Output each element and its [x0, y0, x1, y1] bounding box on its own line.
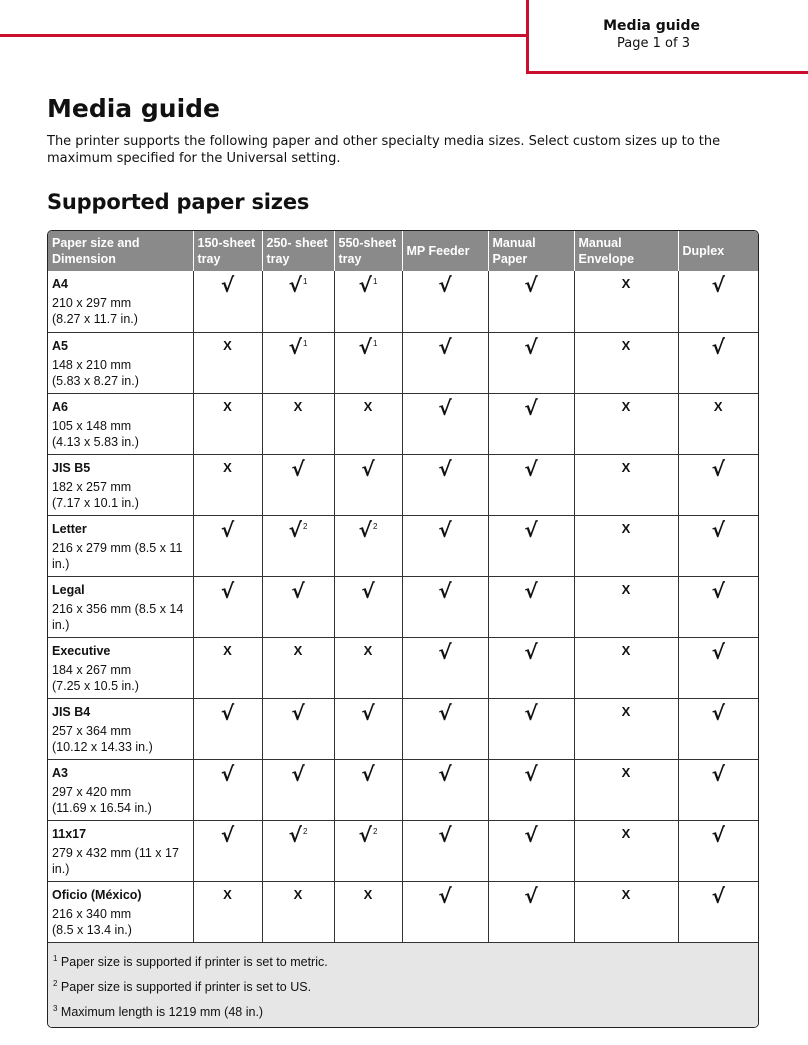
- support-cell: [488, 881, 574, 942]
- support-cell: [193, 759, 262, 820]
- checkmark-icon: √: [291, 761, 305, 786]
- support-cell: [334, 271, 402, 332]
- paper-size-name: A5: [52, 338, 68, 353]
- x-mark-icon: X: [363, 642, 373, 658]
- column-header: Paper size and Dimension: [48, 231, 193, 271]
- support-cell: [574, 576, 678, 637]
- support-cell: [262, 454, 334, 515]
- support-cell: [488, 759, 574, 820]
- column-header: 150-sheet tray: [193, 231, 262, 271]
- support-cell: [402, 820, 488, 881]
- checkmark-icon: √: [524, 761, 538, 786]
- header-rule-vertical: [526, 0, 529, 74]
- checkmark-icon: √: [438, 395, 452, 420]
- support-cell: [262, 759, 334, 820]
- footnote-ref: 1: [372, 277, 378, 286]
- header-title: Media guide: [603, 18, 700, 34]
- support-cell: [574, 332, 678, 393]
- support-cell: [678, 271, 758, 332]
- checkmark-icon: √: [288, 273, 302, 297]
- support-cell: [262, 881, 334, 942]
- table-row: [48, 332, 758, 393]
- paper-size-name: 11x17: [52, 826, 87, 841]
- table-row: [48, 759, 758, 820]
- footnotes: [48, 942, 758, 1027]
- table-row: [48, 820, 758, 881]
- paper-size-cell: [48, 271, 193, 332]
- checkmark-icon: √: [220, 761, 235, 786]
- support-cell: [262, 332, 334, 393]
- checkmark-icon: √: [220, 822, 235, 847]
- support-cell: [193, 332, 262, 393]
- paper-size-name: JIS B4: [52, 704, 91, 719]
- support-cell: [262, 515, 334, 576]
- table-row: [48, 576, 758, 637]
- support-cell: [402, 271, 488, 332]
- header-rule-left: [0, 34, 529, 37]
- checkmark-icon: √: [438, 761, 452, 786]
- support-cell: [574, 820, 678, 881]
- x-mark-icon: X: [621, 825, 631, 841]
- paper-size-dimension: (7.17 x 10.1 in.): [52, 495, 139, 510]
- checkmark-icon: √: [438, 883, 452, 908]
- checkmark-icon: √: [524, 639, 538, 664]
- paper-size-dimension: 297 x 420 mm: [52, 784, 132, 799]
- footnote: [53, 973, 753, 998]
- paper-size-dimension: 210 x 297 mm: [52, 296, 132, 310]
- paper-size-dimension: 216 x 356 mm (8.5 x 14 in.): [52, 601, 184, 632]
- checkmark-icon: √: [524, 700, 538, 725]
- paper-size-dimension: 216 x 340 mm: [52, 906, 132, 921]
- column-header: MP Feeder: [402, 231, 488, 271]
- checkmark-icon: √: [438, 456, 452, 481]
- support-cell: [574, 881, 678, 942]
- support-cell: [488, 576, 574, 637]
- support-cell: [334, 881, 402, 942]
- checkmark-icon: √: [438, 334, 452, 359]
- support-cell: [193, 271, 262, 332]
- footnote-text: Paper size is supported if printer is set to metric.: [57, 955, 328, 970]
- x-mark-icon: X: [363, 398, 373, 414]
- paper-size-dimension: (7.25 x 10.5 in.): [52, 678, 139, 693]
- checkmark-icon: √: [711, 883, 725, 908]
- x-mark-icon: X: [621, 276, 631, 291]
- checkmark-icon: √: [711, 578, 725, 603]
- footnote-number: 1: [53, 954, 58, 963]
- x-mark-icon: X: [223, 886, 232, 902]
- support-cell: [678, 454, 758, 515]
- support-cell: [678, 881, 758, 942]
- section-title: Supported paper sizes: [47, 190, 310, 214]
- header-page-number: Page 1 of 3: [617, 36, 690, 51]
- support-cell: [402, 454, 488, 515]
- support-cell: [334, 759, 402, 820]
- x-mark-icon: X: [621, 703, 631, 719]
- checkmark-icon: √: [524, 334, 538, 359]
- table-row: [48, 881, 758, 942]
- support-cell: [402, 576, 488, 637]
- checkmark-icon: √: [711, 700, 725, 725]
- checkmark-icon: √: [438, 578, 452, 603]
- header-rule-right: [526, 71, 808, 74]
- paper-size-cell: [48, 820, 193, 881]
- checkmark-icon: √: [358, 334, 372, 359]
- checkmark-icon: √: [524, 273, 538, 297]
- paper-size-dimension: 257 x 364 mm: [52, 723, 132, 738]
- footnote-number: 3: [53, 1004, 58, 1014]
- paper-size-name: Letter: [52, 521, 87, 536]
- support-cell: [402, 393, 488, 454]
- paper-size-dimension: 279 x 432 mm (11 x 17 in.): [52, 845, 179, 876]
- x-mark-icon: X: [621, 459, 631, 475]
- paper-sizes-table: [47, 230, 759, 1028]
- checkmark-icon: √: [524, 456, 538, 481]
- checkmark-icon: √: [358, 822, 372, 847]
- checkmark-icon: √: [288, 822, 302, 847]
- support-cell: [574, 515, 678, 576]
- paper-size-name: A3: [52, 765, 68, 780]
- paper-size-name: Executive: [52, 643, 111, 658]
- support-cell: [574, 271, 678, 332]
- paper-size-dimension: 216 x 279 mm (8.5 x 11 in.): [52, 540, 183, 571]
- support-cell: [678, 576, 758, 637]
- paper-size-cell: [48, 881, 193, 942]
- column-header: 250- sheet tray: [262, 231, 334, 271]
- support-cell: [574, 698, 678, 759]
- support-cell: [574, 393, 678, 454]
- support-cell: [262, 637, 334, 698]
- checkmark-icon: √: [524, 578, 538, 603]
- support-cell: [678, 393, 758, 454]
- checkmark-icon: √: [358, 517, 372, 542]
- checkmark-icon: √: [220, 517, 235, 542]
- paper-size-name: Oficio (México): [52, 887, 142, 902]
- support-cell: [402, 515, 488, 576]
- checkmark-icon: √: [524, 395, 538, 420]
- x-mark-icon: X: [293, 398, 303, 414]
- support-cell: [193, 393, 262, 454]
- footnote: [53, 998, 753, 1023]
- checkmark-icon: √: [438, 700, 452, 725]
- support-cell: [678, 759, 758, 820]
- table-row: [48, 393, 758, 454]
- checkmark-icon: √: [711, 456, 725, 481]
- x-mark-icon: X: [363, 886, 373, 902]
- footnote-ref: 2: [372, 521, 378, 531]
- support-cell: [678, 515, 758, 576]
- support-cell: [334, 820, 402, 881]
- x-mark-icon: X: [223, 642, 232, 658]
- footnote-number: 2: [53, 979, 58, 989]
- support-cell: [193, 698, 262, 759]
- support-cell: [488, 454, 574, 515]
- support-cell: [488, 515, 574, 576]
- checkmark-icon: √: [711, 273, 725, 297]
- support-cell: [193, 515, 262, 576]
- support-cell: [334, 698, 402, 759]
- footnote-ref: 1: [302, 338, 308, 348]
- support-cell: [488, 271, 574, 332]
- x-mark-icon: X: [621, 581, 631, 597]
- checkmark-icon: √: [220, 273, 235, 297]
- x-mark-icon: X: [293, 886, 303, 902]
- support-cell: [334, 515, 402, 576]
- paper-size-cell: [48, 454, 193, 515]
- support-cell: [574, 454, 678, 515]
- table-header-row: [48, 231, 758, 271]
- paper-size-dimension: (10.12 x 14.33 in.): [52, 739, 153, 754]
- x-mark-icon: X: [621, 764, 631, 780]
- footnote-ref: 2: [372, 826, 378, 836]
- footnote-text: Maximum length is 1219 mm (48 in.): [57, 1005, 264, 1020]
- paper-size-dimension: (8.5 x 13.4 in.): [52, 922, 132, 937]
- support-cell: [193, 576, 262, 637]
- checkmark-icon: √: [524, 883, 538, 908]
- support-cell: [262, 698, 334, 759]
- checkmark-icon: √: [361, 700, 375, 725]
- column-header: Duplex: [678, 231, 758, 271]
- support-cell: [402, 881, 488, 942]
- paper-size-dimension: (11.69 x 16.54 in.): [52, 800, 152, 815]
- paper-size-dimension: (5.83 x 8.27 in.): [52, 373, 139, 388]
- x-mark-icon: X: [621, 520, 631, 536]
- checkmark-icon: √: [220, 578, 235, 603]
- support-cell: [334, 454, 402, 515]
- checkmark-icon: √: [711, 517, 725, 542]
- checkmark-icon: √: [358, 273, 372, 297]
- paper-size-cell: [48, 332, 193, 393]
- x-mark-icon: X: [713, 398, 723, 414]
- checkmark-icon: √: [361, 578, 375, 603]
- support-cell: [488, 393, 574, 454]
- support-cell: [574, 637, 678, 698]
- support-cell: [678, 637, 758, 698]
- support-cell: [678, 332, 758, 393]
- x-mark-icon: X: [621, 398, 631, 414]
- checkmark-icon: √: [288, 517, 302, 542]
- footnote: [53, 948, 753, 973]
- support-cell: [488, 637, 574, 698]
- checkmark-icon: √: [438, 517, 452, 542]
- column-header: Manual Paper: [488, 231, 574, 271]
- support-cell: [193, 881, 262, 942]
- checkmark-icon: √: [438, 822, 452, 847]
- support-cell: [262, 576, 334, 637]
- footnote-ref: 1: [372, 338, 378, 348]
- checkmark-icon: √: [524, 517, 538, 542]
- paper-size-cell: [48, 515, 193, 576]
- paper-size-cell: [48, 393, 193, 454]
- checkmark-icon: √: [438, 639, 452, 664]
- support-cell: [678, 820, 758, 881]
- table-row: [48, 271, 758, 332]
- checkmark-icon: √: [711, 334, 725, 359]
- paper-size-dimension: (4.13 x 5.83 in.): [52, 434, 139, 449]
- paper-size-dimension: 105 x 148 mm: [52, 418, 132, 433]
- support-cell: [193, 820, 262, 881]
- support-cell: [334, 332, 402, 393]
- support-cell: [262, 820, 334, 881]
- x-mark-icon: X: [223, 398, 232, 414]
- paper-size-name: JIS B5: [52, 460, 91, 475]
- table-row: [48, 637, 758, 698]
- checkmark-icon: √: [361, 761, 375, 786]
- checkmark-icon: √: [711, 822, 725, 847]
- support-cell: [488, 698, 574, 759]
- checkmark-icon: √: [291, 578, 305, 603]
- support-cell: [402, 332, 488, 393]
- footnote-text: Paper size is supported if printer is set to US.: [57, 980, 312, 995]
- paper-size-dimension: 148 x 210 mm: [52, 357, 132, 372]
- support-cell: [574, 759, 678, 820]
- support-cell: [262, 271, 334, 332]
- paper-size-cell: [48, 576, 193, 637]
- x-mark-icon: X: [621, 642, 631, 658]
- paper-size-name: Legal: [52, 582, 85, 597]
- paper-size-name: A4: [52, 277, 68, 291]
- x-mark-icon: X: [223, 337, 232, 353]
- checkmark-icon: √: [291, 700, 305, 725]
- intro-paragraph: The printer supports the following paper and other specialty media sizes. Select custom sizes up to the maximum specified for the Universal setting.: [47, 134, 721, 166]
- checkmark-icon: √: [711, 761, 725, 786]
- support-cell: [488, 820, 574, 881]
- x-mark-icon: X: [223, 459, 232, 475]
- paper-size-dimension: 184 x 267 mm: [52, 662, 132, 677]
- footnote-ref: 2: [302, 521, 308, 531]
- support-cell: [262, 393, 334, 454]
- checkmark-icon: √: [288, 334, 302, 359]
- paper-size-dimension: (8.27 x 11.7 in.): [52, 312, 138, 326]
- support-cell: [402, 759, 488, 820]
- table-row: [48, 454, 758, 515]
- support-cell: [334, 637, 402, 698]
- checkmark-icon: √: [524, 822, 538, 847]
- support-cell: [488, 332, 574, 393]
- checkmark-icon: √: [438, 273, 452, 297]
- paper-size-cell: [48, 637, 193, 698]
- checkmark-icon: √: [220, 700, 235, 725]
- paper-size-name: A6: [52, 399, 68, 414]
- paper-size-cell: [48, 698, 193, 759]
- checkmark-icon: √: [711, 639, 725, 664]
- column-header: 550-sheet tray: [334, 231, 402, 271]
- support-cell: [193, 454, 262, 515]
- checkmark-icon: √: [361, 456, 375, 481]
- paper-size-dimension: 182 x 257 mm: [52, 479, 132, 494]
- footnote-ref: 2: [302, 826, 308, 836]
- support-cell: [193, 637, 262, 698]
- support-cell: [402, 698, 488, 759]
- x-mark-icon: X: [621, 886, 631, 902]
- page-title: Media guide: [47, 94, 220, 123]
- footnote-ref: 1: [302, 277, 308, 286]
- checkmark-icon: √: [291, 456, 305, 481]
- table-row: [48, 515, 758, 576]
- column-header: Manual Envelope: [574, 231, 678, 271]
- support-cell: [334, 576, 402, 637]
- x-mark-icon: X: [293, 642, 303, 658]
- support-cell: [334, 393, 402, 454]
- support-cell: [402, 637, 488, 698]
- support-cell: [678, 698, 758, 759]
- table-row: [48, 698, 758, 759]
- paper-size-cell: [48, 759, 193, 820]
- x-mark-icon: X: [621, 337, 631, 353]
